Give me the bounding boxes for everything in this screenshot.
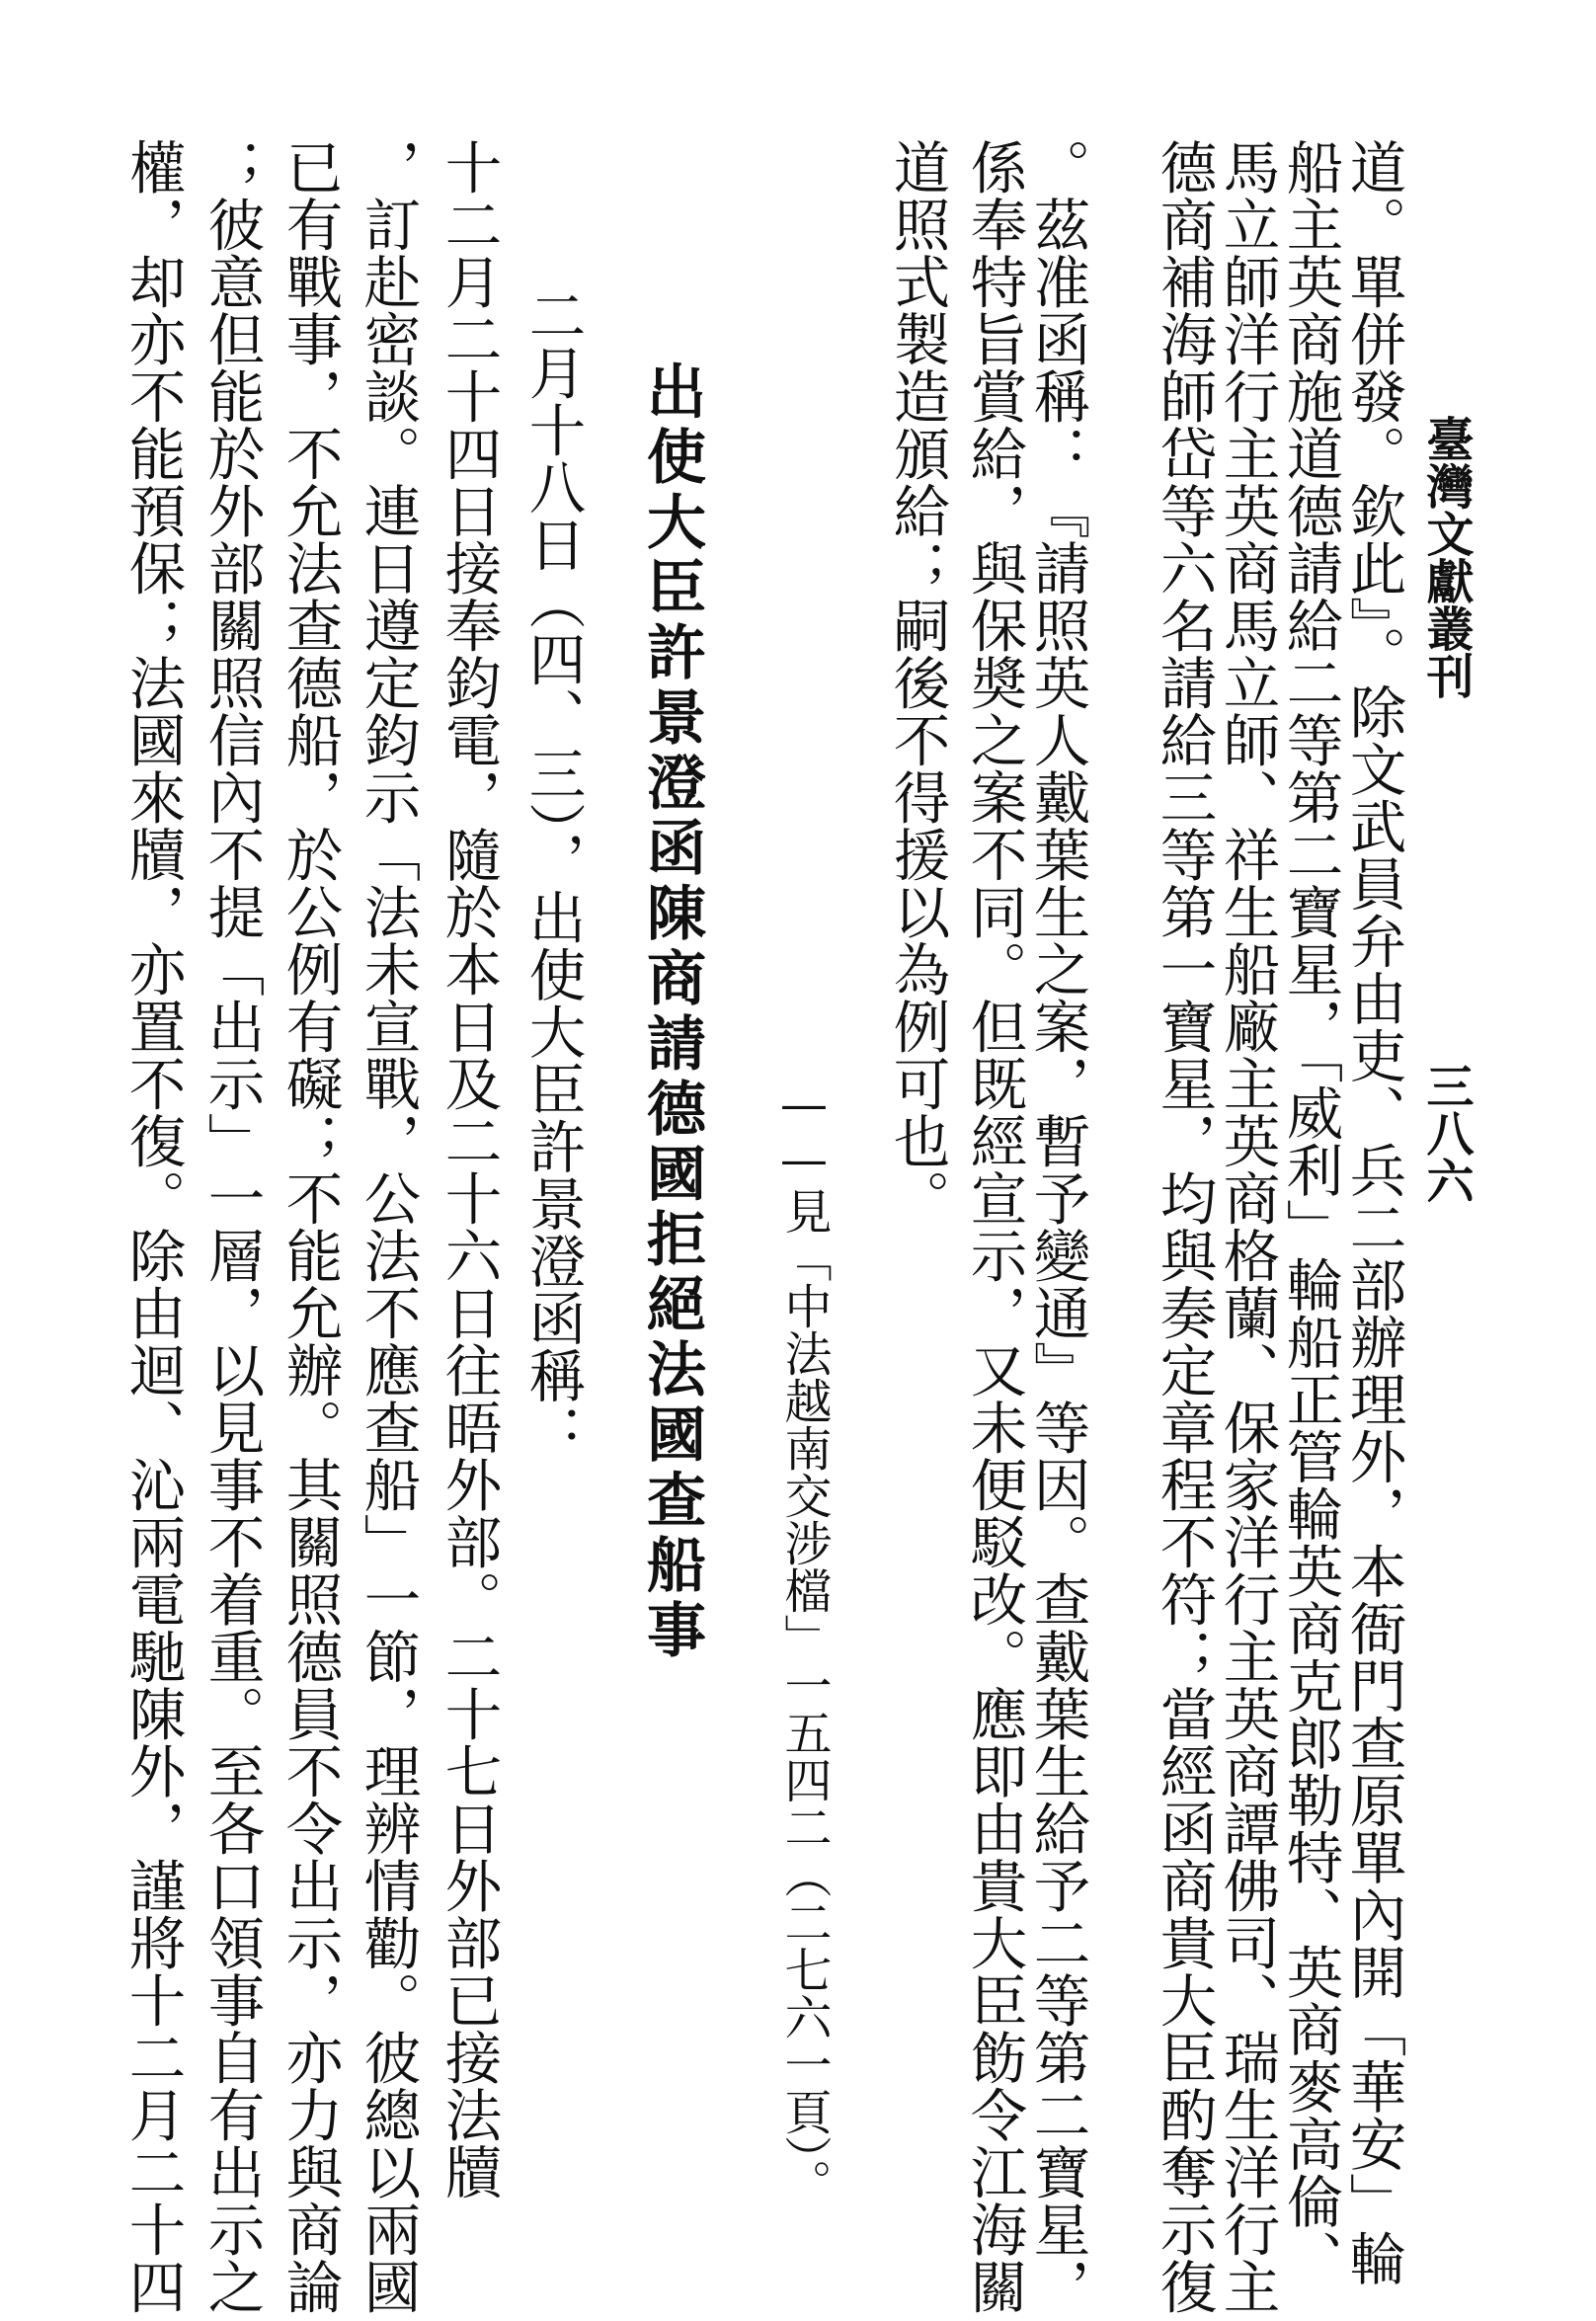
text-line-2: 船主英商施道德請給二等第二寶星，「威利」輪船正管輪英商克郎勒特、英商麥高倫、 bbox=[1277, 138, 1344, 2287]
text-line-6: 係奉特旨賞給，與保奬之案不同。但既經宣示，又未便駁改。應即由貴大臣飭令江海關 bbox=[961, 138, 1028, 2315]
section-line-2: 十二月二十四日接奉鈞電，隨於本日及二十六日往晤外部。二十七日外部已接法牘 bbox=[436, 138, 503, 2201]
section-line-1: 二月十八日（四、三），出使大臣許景澄函稱： bbox=[519, 286, 587, 1462]
section-line-3: ，訂赴密談。連日遵定鈞示「法未宣戰，公法不應查船」一節，理辨情勸。彼總以兩國 bbox=[355, 138, 422, 2315]
book-title: 臺灣文獻叢刊 bbox=[1418, 415, 1474, 699]
section-line-4: 已有戰事，不允法查德船，於公例有礙；不能允辦。其關照德員不令出示，亦力與商論 bbox=[277, 138, 344, 2315]
text-line-3: 馬立師洋行主英商馬立師、祥生船廠主英商格蘭、保家洋行主英商譚佛司、瑞生洋行主 bbox=[1214, 138, 1281, 2315]
text-line-5: 。茲准函稱：『請照英人戴葉生之案，暫予變通』等因。查戴葉生給予二等第二寶星， bbox=[1024, 138, 1091, 2315]
section-title: 出使大臣許景澄函陳商請德國拒絕法國查船事 bbox=[637, 360, 706, 1664]
text-line-1: 道。單併發。欽此』。除文武員弁由吏、兵二部辦理外，本衙門查原單內開「華安」輪 bbox=[1340, 138, 1407, 2287]
section-line-6: 權，却亦不能預保；法國來牘，亦置不復。除由迴、沁兩電馳陳外，謹將十二月二十四 bbox=[120, 138, 187, 2315]
page-number: 三八六 bbox=[1418, 1062, 1474, 1204]
text-line-4: 德商補海師岱等六名請給三等第一寶星，均與奏定章程不符；當經函商貴大臣酌奪示復 bbox=[1151, 138, 1218, 2315]
text-line-7: 道照式製造頒給；嗣後不得援以為例可也。 bbox=[884, 138, 951, 1227]
section-line-5: ；彼意但能於外部關照信內不提「出示」一層，以見事不着重。至各口領事自有出示之 bbox=[199, 138, 266, 2315]
source-citation: ——見「中法越南交涉檔」一五四二（二七六一頁）。 bbox=[776, 1077, 832, 2206]
